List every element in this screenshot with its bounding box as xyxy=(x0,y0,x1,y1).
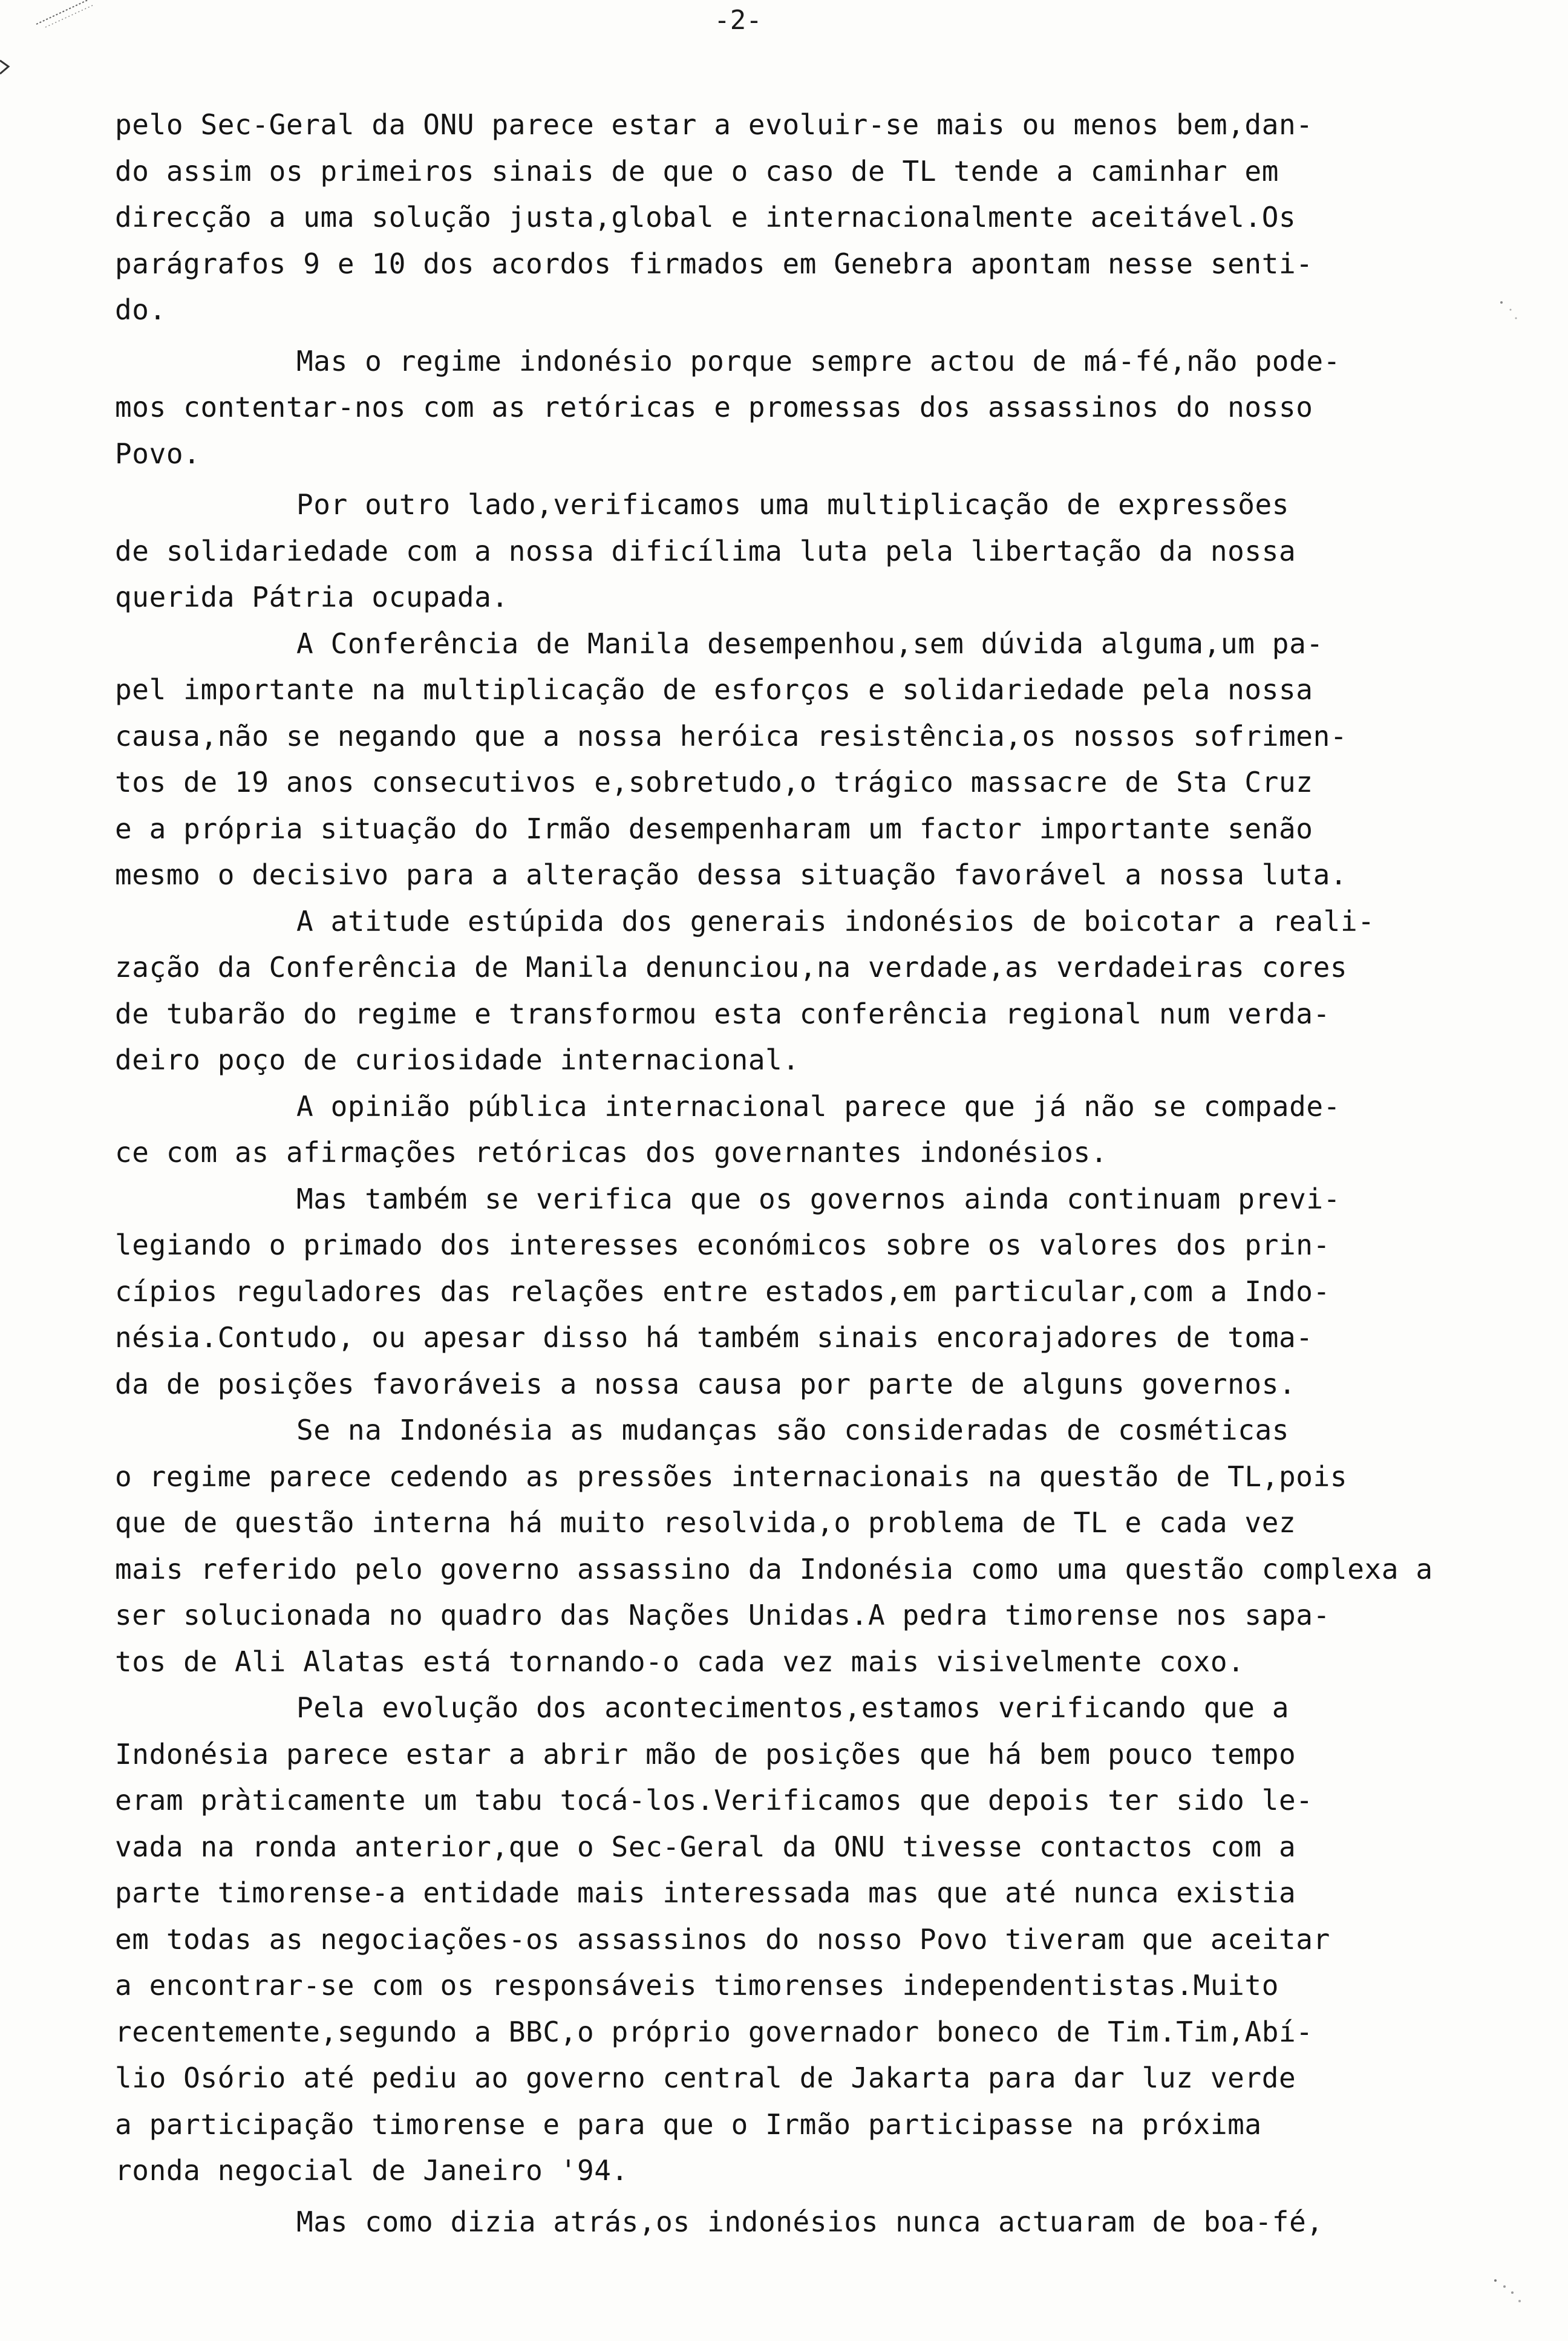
paragraph xyxy=(115,482,1458,621)
paragraph xyxy=(115,1407,1458,1685)
text-line: ser solucionada no quadro das Nações Unidas.A pedra timorense nos sapa- xyxy=(115,1599,1330,1631)
scan-speck xyxy=(1489,2274,1526,2311)
paragraph xyxy=(115,102,1458,333)
paragraph xyxy=(115,898,1458,1083)
text-line: a participação timorense e para que o Irmão participasse na próxima xyxy=(115,2108,1262,2141)
paragraph xyxy=(115,1176,1458,1408)
paragraph xyxy=(115,1685,1458,2194)
text-line: A opinião pública internacional parece que já não se compade- xyxy=(296,1089,1341,1123)
text-line: Mas também se verifica que os governos ainda continuam previ- xyxy=(296,1182,1341,1215)
text-line: Povo. xyxy=(115,437,201,470)
text-line: tos de 19 anos consecutivos e,sobretudo,o trágico massacre de Sta Cruz xyxy=(115,766,1313,798)
text-line: parágrafos 9 e 10 dos acordos firmados em Genebra apontam nesse senti- xyxy=(115,247,1313,280)
text-line: deiro poço de curiosidade internacional. xyxy=(115,1043,800,1076)
text-line: pelo Sec-Geral da ONU parece estar a evoluir-se mais ou menos bem,dan- xyxy=(115,108,1313,141)
text-line: recentemente,segundo a BBC,o próprio governador boneco de Tim.Tim,Abí- xyxy=(115,2015,1313,2048)
text-line: Indonésia parece estar a abrir mão de posições que há bem pouco tempo xyxy=(115,1737,1296,1771)
text-line: Se na Indonésia as mudanças são consideradas de cosméticas xyxy=(296,1414,1290,1446)
text-line: e a própria situação do Irmão desempenharam um factor importante senão xyxy=(115,812,1313,845)
text-line: mos contentar-nos com as retóricas e promessas dos assassinos do nosso xyxy=(115,391,1313,423)
text-line: mesmo o decisivo para a alteração dessa situação favorável a nossa luta. xyxy=(115,858,1348,891)
text-line: causa,não se negando que a nossa heróica resistência,os nossos sofrimen- xyxy=(115,719,1348,753)
text-line: do. xyxy=(115,293,166,326)
text-line: pel importante na multiplicação de esforços e solidariedade pela nossa xyxy=(115,673,1313,706)
text-line: parte timorense-a entidade mais interessada mas que até nunca existia xyxy=(115,1876,1296,1909)
text-line: zação da Conferência de Manila denunciou,na verdade,as verdadeiras cores xyxy=(115,951,1348,984)
text-line: tos de Ali Alatas está tornando-o cada vez mais visivelmente coxo. xyxy=(115,1645,1245,1678)
text-line: vada na ronda anterior,que o Sec-Geral da ONU tivesse contactos com a xyxy=(115,1830,1296,1863)
text-line: mais referido pelo governo assassino da Indonésia como uma questão complexa a xyxy=(115,1552,1433,1585)
text-line: ronda negocial de Janeiro '94. xyxy=(115,2154,629,2187)
text-line: direcção a uma solução justa,global e internacionalmente aceitável.Os xyxy=(115,201,1296,233)
text-line: cípios reguladores das relações entre estados,em particular,com a Indo- xyxy=(115,1275,1330,1308)
document-body xyxy=(115,102,1458,2245)
text-line: legiando o primado dos interesses económicos sobre os valores dos prin- xyxy=(115,1229,1330,1261)
text-line: a encontrar-se com os responsáveis timorenses independentistas.Muito xyxy=(115,1969,1279,2002)
text-line: querida Pátria ocupada. xyxy=(115,581,509,613)
scan-corner-mark xyxy=(0,0,97,85)
text-line: Por outro lado,verificamos uma multiplicação de expressões xyxy=(296,488,1290,521)
text-line: que de questão interna há muito resolvida,o problema de TL e cada vez xyxy=(115,1506,1296,1539)
text-line: em todas as negociações-os assassinos do nosso Povo tiveram que aceitar xyxy=(115,1922,1330,1956)
text-line: o regime parece cedendo as pressões internacionais na questão de TL,pois xyxy=(115,1460,1348,1493)
text-line: de tubarão do regime e transformou esta conferência regional num verda- xyxy=(115,997,1330,1030)
paragraph xyxy=(115,621,1458,898)
text-line: Mas o regime indonésio porque sempre actou de má-fé,não pode- xyxy=(296,344,1341,377)
text-line: de solidariedade com a nossa dificílima luta pela libertação da nossa xyxy=(115,534,1296,567)
paragraph xyxy=(115,1083,1458,1176)
text-line: A atitude estúpida dos generais indonésios de boicotar a reali- xyxy=(296,904,1375,938)
scan-speck xyxy=(1489,296,1526,333)
paragraph xyxy=(115,2199,1458,2245)
text-line: A Conferência de Manila desempenhou,sem dúvida alguma,um pa- xyxy=(296,627,1324,660)
paragraph xyxy=(115,338,1458,477)
page-number: -2- xyxy=(714,5,762,36)
text-line: lio Osório até pediu ao governo central de Jakarta para dar luz verde xyxy=(115,2062,1296,2094)
text-line: da de posições favoráveis a nossa causa por parte de alguns governos. xyxy=(115,1367,1296,1400)
text-line: ce com as afirmações retóricas dos governantes indonésios. xyxy=(115,1136,1108,1169)
text-line: Pela evolução dos acontecimentos,estamos verificando que a xyxy=(296,1691,1290,1724)
text-line: do assim os primeiros sinais de que o caso de TL tende a caminhar em xyxy=(115,154,1279,188)
text-line: nésia.Contudo, ou apesar disso há também sinais encorajadores de toma- xyxy=(115,1321,1313,1354)
text-line: eram pràticamente um tabu tocá-los.Verificamos que depois ter sido le- xyxy=(115,1784,1313,1817)
text-line: Mas como dizia atrás,os indonésios nunca actuaram de boa-fé, xyxy=(296,2205,1324,2238)
